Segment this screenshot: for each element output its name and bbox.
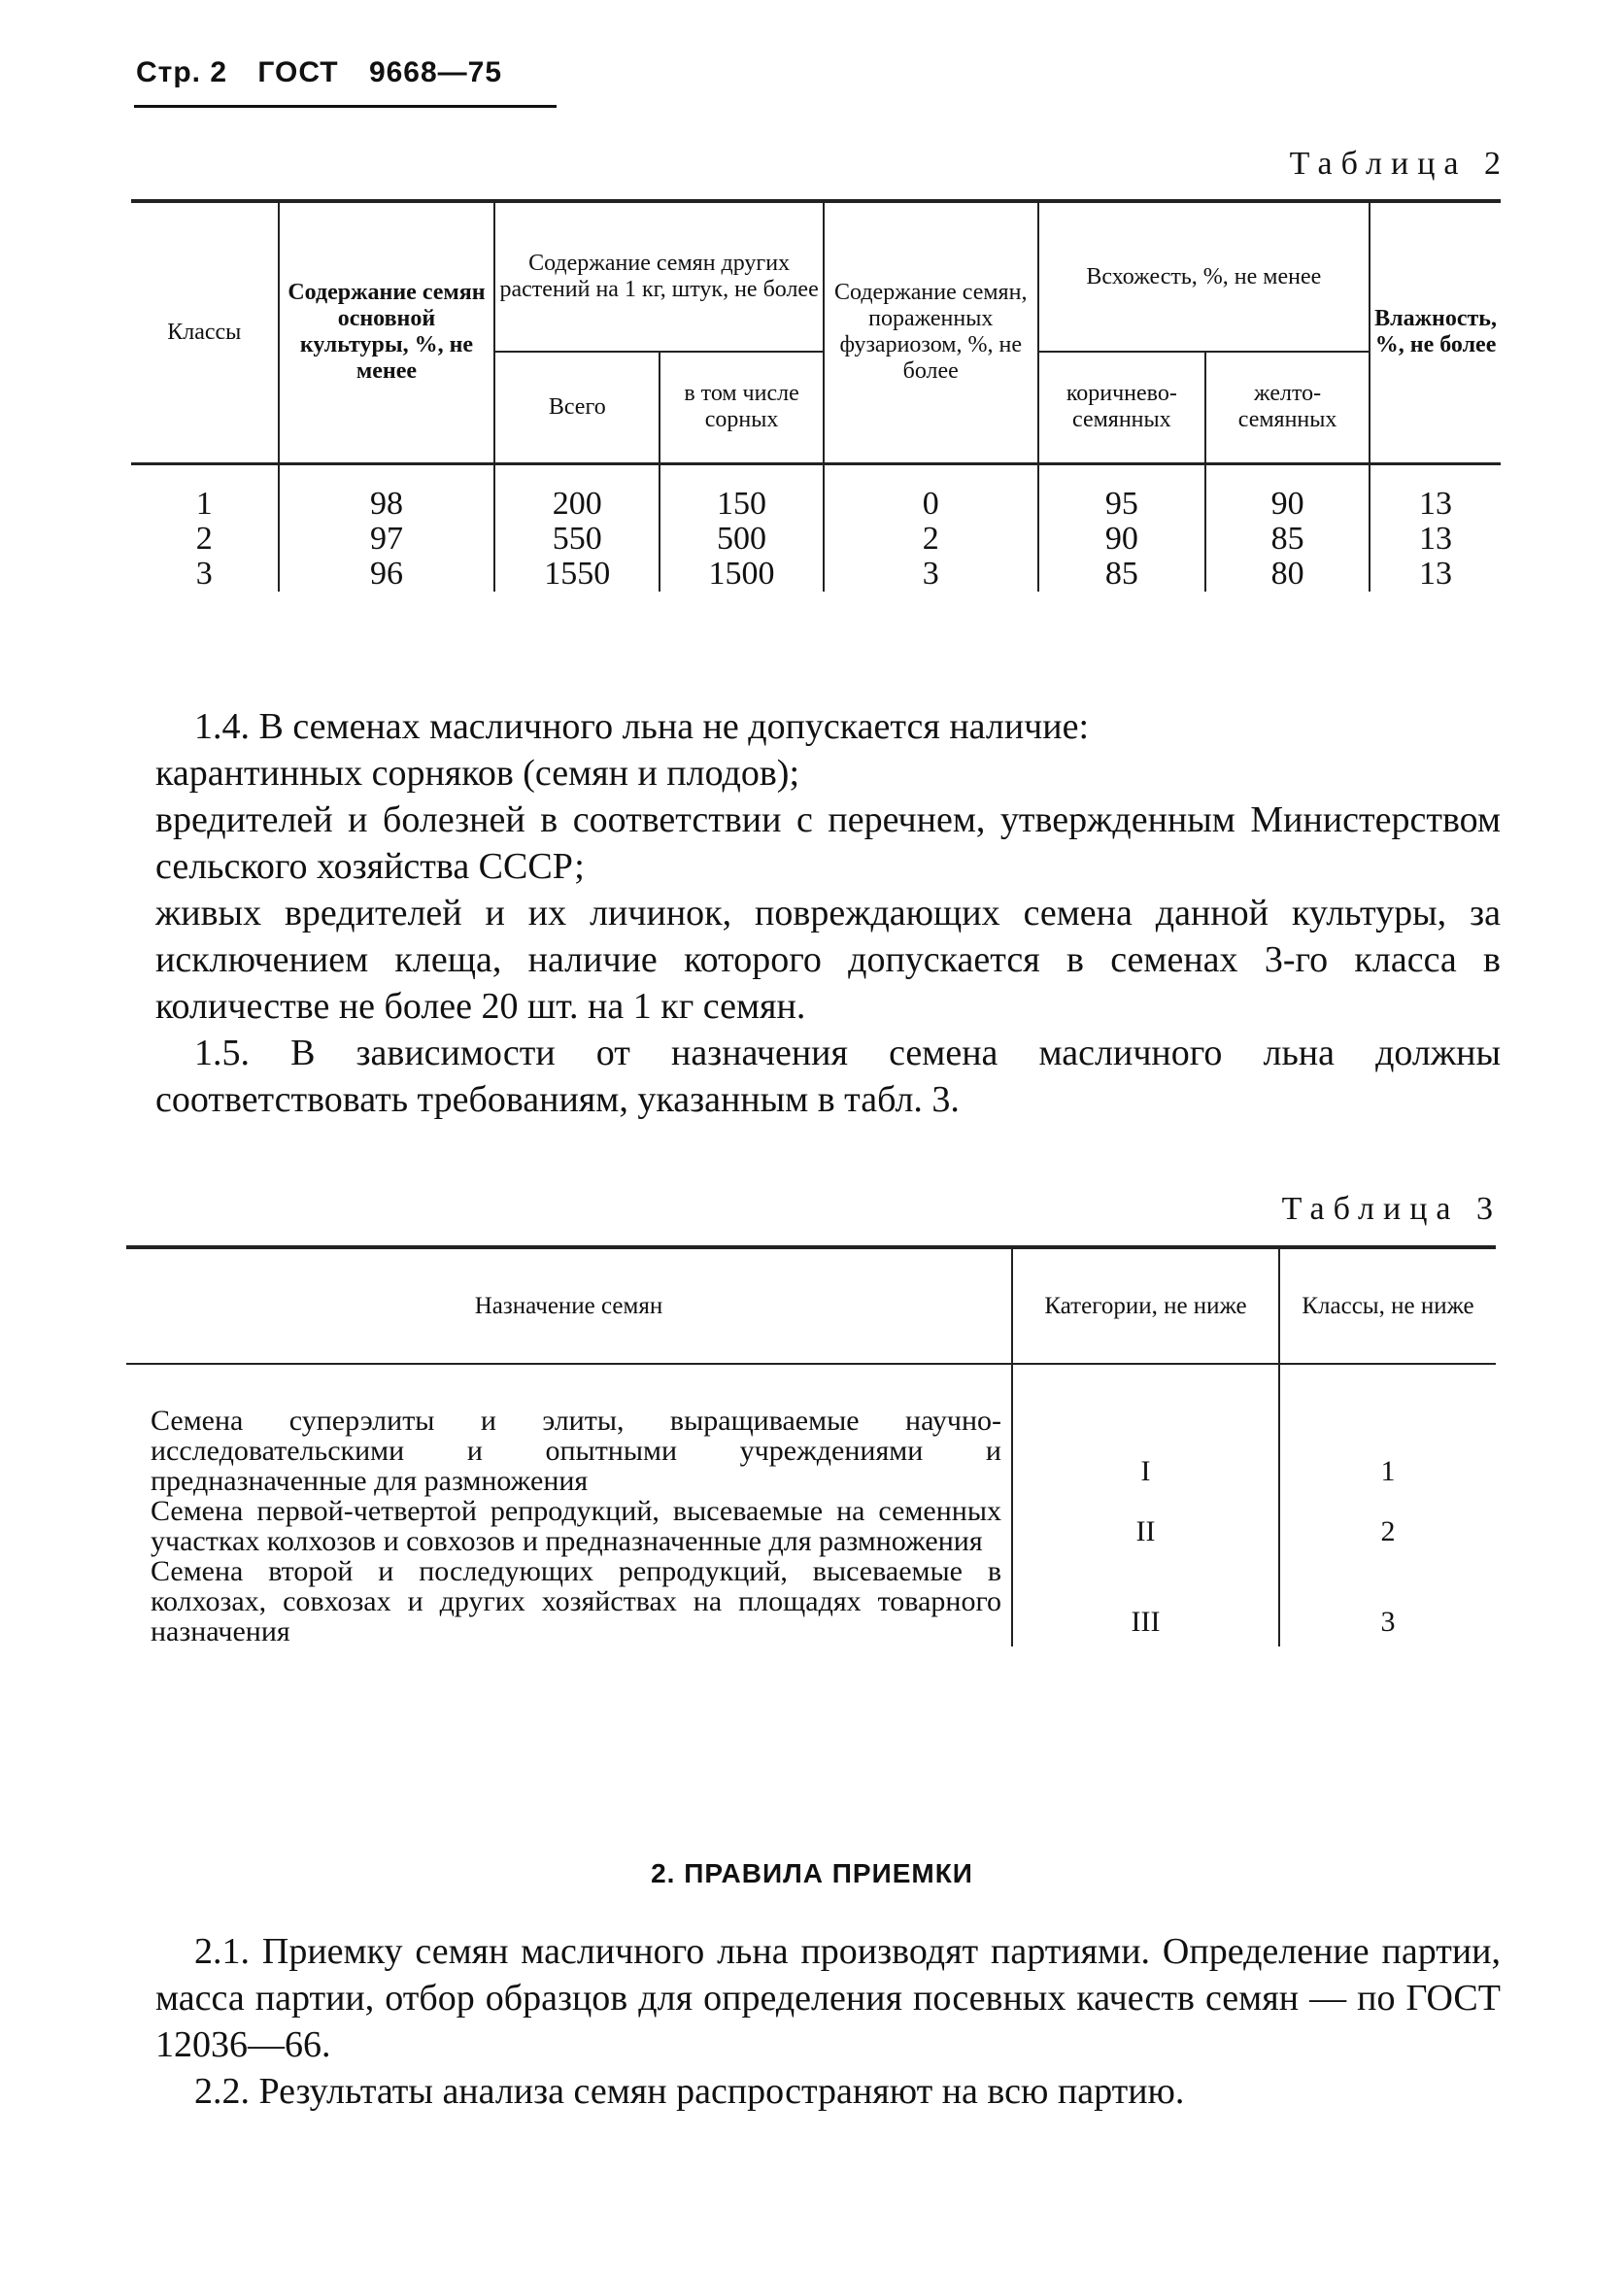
t2-header-main-content: Содержание семян основной культуры, %, не менее (279, 201, 495, 463)
table-row (126, 1556, 1496, 1646)
paragraph-2-2: 2.2. Результаты анализа семян распространяют на всю партию. (194, 2071, 1185, 2112)
t3-header-category: Категории, не ниже (1012, 1247, 1279, 1364)
t2-cell: 95 (1038, 463, 1205, 522)
table3 (126, 1245, 1496, 1646)
table2-caption: Таблица 2 (1289, 146, 1509, 182)
section2-text (155, 1928, 1501, 2115)
t2-header-other-plants: Содержание семян других растений на 1 кг, штук, не более (494, 201, 824, 352)
t2-cell: 98 (279, 463, 495, 522)
standard-number: 9668—75 (368, 56, 503, 88)
table-row (131, 522, 1501, 557)
t3-header-class: Классы, не ниже (1279, 1247, 1496, 1364)
t2-cell: 1 (131, 463, 279, 522)
t3-class-cell: 3 (1279, 1556, 1496, 1646)
t2-header-fusarium: Содержание семян, пораженных фузариозом, %, не более (824, 201, 1038, 463)
t3-category-cell: III (1012, 1556, 1279, 1646)
paragraph-1-5: 1.5. В зависимости от назначения семена масличного льна должны соответствовать требованиям, указанным в табл. 3. (155, 1033, 1501, 1120)
t2-cell: 90 (1205, 463, 1370, 522)
page-header (136, 56, 524, 89)
t2-cell: 85 (1038, 557, 1205, 592)
table2 (131, 199, 1501, 592)
table-row (131, 463, 1501, 522)
t2-cell: 2 (131, 522, 279, 557)
t2-cell: 97 (279, 522, 495, 557)
t2-header-incl-weeds: в том числе сорных (660, 352, 824, 463)
t2-cell: 1550 (494, 557, 660, 592)
t2-cell: 2 (824, 522, 1038, 557)
table-row (126, 1364, 1496, 1496)
t2-header-brown: коричнево-семянных (1038, 352, 1205, 463)
t2-cell: 3 (824, 557, 1038, 592)
t2-cell: 0 (824, 463, 1038, 522)
t2-cell: 200 (494, 463, 660, 522)
table-row (131, 557, 1501, 592)
t2-cell: 96 (279, 557, 495, 592)
paragraph-1-4-item-2: вредителей и болезней в соответствии с перечнем, утвержденным Министерством сельского хозяйства СССР; (155, 799, 1501, 887)
t2-cell: 13 (1370, 463, 1501, 522)
t2-header-moisture: Влажность, %, не более (1370, 201, 1501, 463)
section2-title: 2. ПРАВИЛА ПРИЕМКИ (651, 1858, 973, 1888)
table3-caption: Таблица 3 (1281, 1191, 1502, 1227)
t2-header-germination: Всхожесть, %, не менее (1038, 201, 1370, 352)
paragraph-1-4-item-3: живых вредителей и их личинок, повреждающих семена данной культуры, за исключением клеща, наличие которого допускается в семенах 3-го класса в количестве не более 20 шт. на 1 кг семян. (155, 893, 1501, 1027)
t2-cell: 150 (660, 463, 824, 522)
t2-cell: 550 (494, 522, 660, 557)
t3-purpose-cell: Семена второй и последующих репродукций, высеваемые в колхозах, совхозах и других хозяйствах на площадях товарного назначения (151, 1555, 1001, 1647)
t3-category-cell: I (1012, 1364, 1279, 1496)
t3-class-cell: 2 (1279, 1496, 1496, 1556)
t2-cell: 85 (1205, 522, 1370, 557)
paragraph-1-4: 1.4. В семенах масличного льна не допускается наличие: (194, 706, 1090, 747)
page-number: Стр. 2 (136, 56, 228, 88)
paragraph-2-1: 2.1. Приемку семян масличного льна производят партиями. Определение партии, масса партии, отбор образцов для определения посевных качеств семян — по ГОСТ 12036—66. (155, 1931, 1501, 2065)
t2-cell: 500 (660, 522, 824, 557)
paragraph-1-4-item-1: карантинных сорняков (семян и плодов); (155, 753, 799, 794)
t2-cell: 3 (131, 557, 279, 592)
t2-cell: 13 (1370, 557, 1501, 592)
table-row (126, 1496, 1496, 1556)
t2-header-yellow: желто-семянных (1205, 352, 1370, 463)
t3-header-purpose: Назначение семян (126, 1247, 1012, 1364)
t3-category-cell: II (1012, 1496, 1279, 1556)
t2-header-total: Всего (494, 352, 660, 463)
t2-cell: 90 (1038, 522, 1205, 557)
t3-purpose-cell: Семена первой-четвертой репродукций, высеваемые на семенных участках колхозов и совхозов и предназначенные для размножения (151, 1495, 1001, 1557)
t2-cell: 1500 (660, 557, 824, 592)
t3-purpose-cell: Семена суперэлиты и элиты, выращиваемые научно-исследовательскими и опытными учреждениями и предназначенные для размножения (151, 1405, 1001, 1497)
t2-cell: 13 (1370, 522, 1501, 557)
t3-class-cell: 1 (1279, 1364, 1496, 1496)
section1-text (155, 703, 1501, 1123)
header-underline (134, 105, 557, 108)
standard-label: ГОСТ (257, 56, 339, 88)
t2-header-classes: Классы (131, 201, 279, 463)
t2-cell: 80 (1205, 557, 1370, 592)
